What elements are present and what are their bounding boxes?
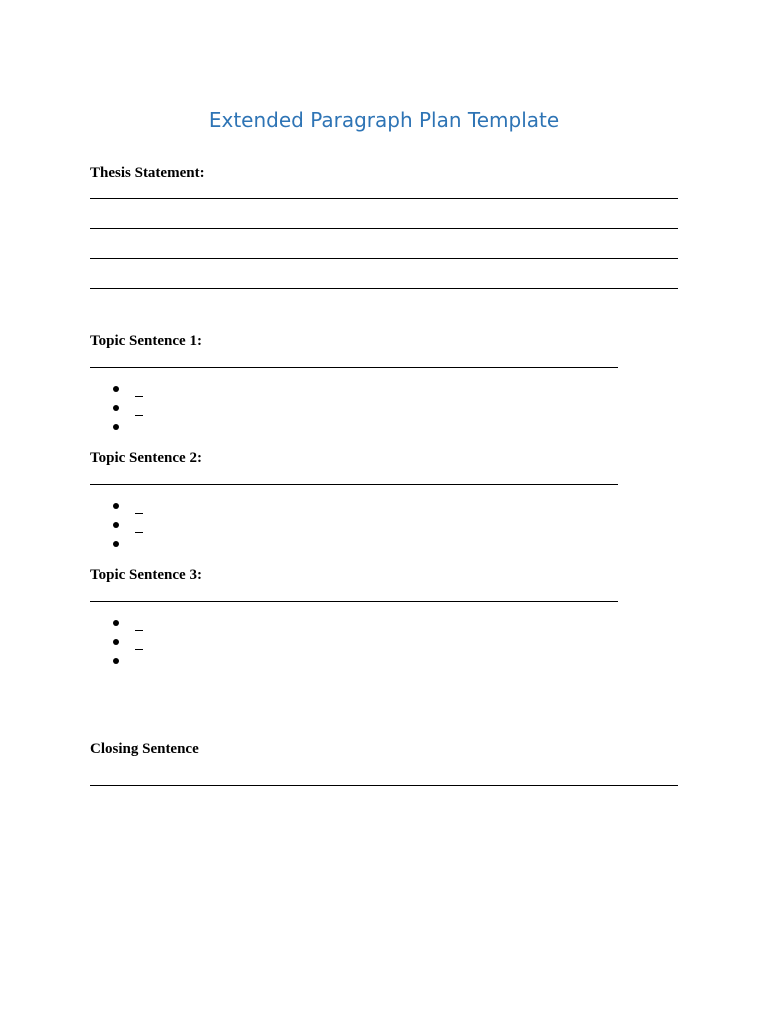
bullet-point [113, 386, 119, 392]
thesis-line-2[interactable] [90, 228, 678, 229]
bullet-point [113, 405, 119, 411]
thesis-statement-label: Thesis Statement: [90, 165, 205, 181]
bullet-blank[interactable] [135, 649, 143, 650]
bullet-point [113, 541, 119, 547]
closing-sentence-line[interactable] [90, 785, 678, 786]
topic-sentence-2-line[interactable] [90, 484, 618, 485]
topic-sentence-1-label: Topic Sentence 1: [90, 333, 202, 349]
thesis-line-1[interactable] [90, 198, 678, 199]
topic-sentence-2-label: Topic Sentence 2: [90, 450, 202, 466]
topic-sentence-3-label: Topic Sentence 3: [90, 567, 202, 583]
bullet-point [113, 503, 119, 509]
bullet-point [113, 620, 119, 626]
topic-sentence-3-line[interactable] [90, 601, 618, 602]
bullet-blank[interactable] [135, 532, 143, 533]
bullet-blank[interactable] [135, 630, 143, 631]
thesis-line-3[interactable] [90, 258, 678, 259]
bullet-point [113, 658, 119, 664]
thesis-line-4[interactable] [90, 288, 678, 289]
bullet-point [113, 424, 119, 430]
document-title: Extended Paragraph Plan Template [208, 108, 560, 132]
bullet-blank[interactable] [135, 396, 143, 397]
bullet-point [113, 639, 119, 645]
bullet-blank[interactable] [135, 415, 143, 416]
closing-sentence-label: Closing Sentence [90, 741, 199, 757]
bullet-point [113, 522, 119, 528]
topic-sentence-1-line[interactable] [90, 367, 618, 368]
bullet-blank[interactable] [135, 513, 143, 514]
